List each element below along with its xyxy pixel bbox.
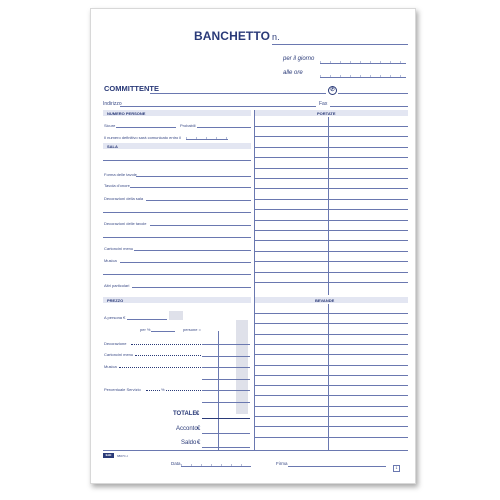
form-code: 6807C c <box>117 454 129 458</box>
portate-row-line[interactable] <box>255 178 408 179</box>
totale-label: TOTALE <box>173 411 197 417</box>
indirizzo-line[interactable] <box>120 106 316 107</box>
portate-row-line[interactable] <box>255 251 408 252</box>
data-label: Data <box>171 461 181 466</box>
form-sheet <box>90 8 416 484</box>
servizio-dots-2 <box>166 390 201 391</box>
indirizzo-label: Indirizzo <box>103 101 122 107</box>
cartoncini-dots <box>135 355 201 356</box>
title-line[interactable] <box>272 44 408 45</box>
committente-line[interactable] <box>150 93 326 94</box>
saldo-line[interactable] <box>202 447 250 448</box>
portate-row-line[interactable] <box>255 209 408 210</box>
bevande-row-line[interactable] <box>255 313 408 314</box>
price-row-line[interactable] <box>202 356 250 357</box>
footer-date-field[interactable] <box>181 461 251 467</box>
portate-divider <box>328 117 329 295</box>
acconto-label: Acconto <box>176 426 198 432</box>
committente-label: COMMITTENTE <box>104 84 159 93</box>
portate-row-line[interactable] <box>255 136 408 137</box>
bevande-band: BEVANDE <box>255 297 408 303</box>
forma-tavole-line[interactable] <box>136 176 251 177</box>
tavola-onore-line[interactable] <box>130 187 251 188</box>
portate-row-line[interactable] <box>255 282 408 283</box>
fax-line[interactable] <box>330 106 408 107</box>
decorazioni-sala-line-2[interactable] <box>103 212 251 213</box>
saldo-label: Saldo <box>181 440 197 446</box>
firma-line[interactable] <box>288 466 386 467</box>
portate-row-line[interactable] <box>255 230 408 231</box>
price-row-line[interactable] <box>202 344 250 345</box>
musica-line-2[interactable] <box>103 274 251 275</box>
cartoncini-menu-label: Cartoncini menu <box>104 246 134 251</box>
fax-label: Fax <box>319 101 328 107</box>
bevande-row-line[interactable] <box>255 334 408 335</box>
tavola-onore-label: Tavola d'onore <box>104 183 130 188</box>
decorazione-dots <box>131 344 201 345</box>
edit-logo: Edit <box>103 453 114 458</box>
musica-label: Musica <box>104 258 117 263</box>
portate-row-line[interactable] <box>255 188 408 189</box>
bevande-row-line[interactable] <box>255 426 408 427</box>
note-label: Il numero definitivo sarà comunicato entro il <box>104 135 182 140</box>
a-persona-line[interactable] <box>127 319 167 320</box>
per-il-giorno-label: per il giorno <box>283 56 315 62</box>
totale-euro: € <box>196 411 200 417</box>
decorazione-label: Decorazione <box>104 341 127 346</box>
portate-band: PORTATE <box>255 110 408 116</box>
bevande-row-line[interactable] <box>255 365 408 366</box>
bevande-row-line[interactable] <box>255 385 408 386</box>
altri-particolari-label: Altri particolari <box>104 283 130 288</box>
bevande-row-line[interactable] <box>255 323 408 324</box>
musica-price-label: Musica <box>104 364 117 369</box>
totale-line[interactable] <box>202 418 250 419</box>
portate-row-line[interactable] <box>255 126 408 127</box>
portate-row-line[interactable] <box>255 157 408 158</box>
bevande-row-line[interactable] <box>255 416 408 417</box>
bevande-row-line[interactable] <box>255 375 408 376</box>
form-title: BANCHETTO n. <box>194 29 280 43</box>
price-row-line[interactable] <box>202 390 250 391</box>
price-row-line[interactable] <box>202 402 250 403</box>
firma-label: Firma <box>276 461 288 466</box>
probabili-label: Probabili <box>180 123 196 128</box>
probabili-line[interactable] <box>197 127 251 128</box>
portate-row-line[interactable] <box>255 147 408 148</box>
bevande-divider <box>328 304 329 450</box>
sicure-line[interactable] <box>116 127 176 128</box>
acconto-euro: € <box>197 426 201 432</box>
bevande-row-line[interactable] <box>255 344 408 345</box>
portate-row-line[interactable] <box>255 220 408 221</box>
servizio-perc: % <box>161 387 165 392</box>
time-field[interactable] <box>320 72 406 78</box>
sicure-label: Sicure <box>104 123 116 128</box>
decorazioni-sala-label: Decorazioni della sala <box>104 196 144 201</box>
servizio-label: Percentuale Servizio <box>104 387 141 392</box>
alle-ore-label: alle ore <box>283 70 303 76</box>
portate-row-line[interactable] <box>255 199 408 200</box>
decorazioni-sala-line[interactable] <box>146 200 251 201</box>
decorazioni-tavole-label: Decorazioni delle tavole <box>104 221 147 226</box>
date-field[interactable] <box>320 58 406 64</box>
portate-row-line[interactable] <box>255 168 408 169</box>
decorazioni-tavole-line[interactable] <box>150 225 251 226</box>
a-persona-label: A persona € <box>104 315 126 320</box>
altri-particolari-line[interactable] <box>132 287 251 288</box>
sala-line[interactable] <box>103 160 251 161</box>
servizio-dots-1 <box>146 390 160 391</box>
portate-row-line[interactable] <box>255 240 408 241</box>
per-perc-label: per % <box>140 327 151 332</box>
price-row-line[interactable] <box>202 379 250 380</box>
price-row-line[interactable] <box>202 367 250 368</box>
bevande-row-line[interactable] <box>255 354 408 355</box>
sala-band: SALA <box>103 143 251 149</box>
persone-label: persone = <box>183 327 201 332</box>
cartoncini-label: Cartoncini menu <box>104 352 134 357</box>
a-persona-box[interactable] <box>169 311 183 320</box>
numero-persone-band: NUMERO PERSONE <box>103 110 251 116</box>
center-divider <box>254 110 255 450</box>
cartoncini-menu-line[interactable] <box>134 250 251 251</box>
musica-line[interactable] <box>120 262 251 263</box>
musica-dots <box>119 367 201 368</box>
bevande-row-line[interactable] <box>255 406 408 407</box>
phone-icon: ✆ <box>328 86 337 95</box>
footer-separator <box>103 450 408 451</box>
decorazioni-tavole-line-2[interactable] <box>103 237 251 238</box>
page-number: 1 <box>393 465 400 472</box>
prezzo-band: PREZZO <box>103 297 251 303</box>
forma-tavole-label: Forma delle tavole <box>104 172 137 177</box>
phone-line[interactable] <box>338 93 408 94</box>
entro-date-field[interactable] <box>186 134 228 140</box>
per-perc-line[interactable] <box>151 331 175 332</box>
acconto-line[interactable] <box>202 433 250 434</box>
portate-row-line[interactable] <box>255 261 408 262</box>
bevande-row-line[interactable] <box>255 395 408 396</box>
portate-row-line[interactable] <box>255 272 408 273</box>
saldo-euro: € <box>197 440 201 446</box>
bevande-row-line[interactable] <box>255 437 408 438</box>
